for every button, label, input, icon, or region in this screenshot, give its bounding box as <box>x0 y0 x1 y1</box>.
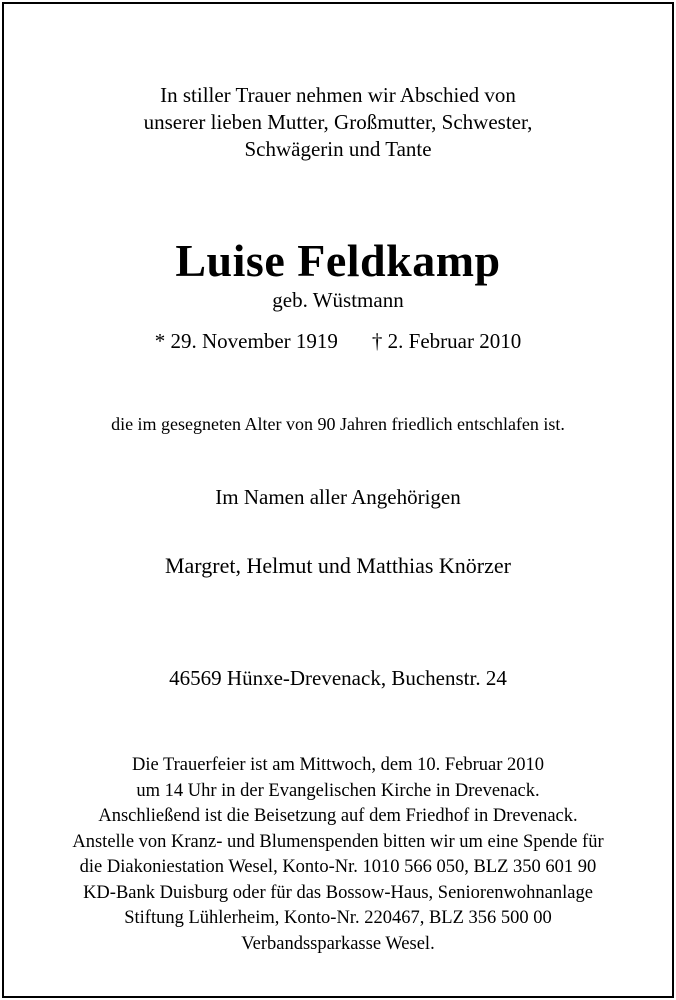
birth-date: * 29. November 1919 <box>154 329 338 353</box>
funeral-info-line: Anschließend ist die Beisetzung auf dem Friedhof in Drevenack. <box>98 806 578 826</box>
intro-line: unserer lieben Mutter, Großmutter, Schwester, <box>143 110 533 134</box>
intro-line: In stiller Trauer nehmen wir Abschied von <box>160 83 516 107</box>
life-dates <box>4 329 672 354</box>
funeral-info-line: Die Trauerfeier ist am Mittwoch, dem 10. Februar 2010 <box>131 755 545 775</box>
funeral-info-line: KD-Bank Duisburg oder für das Bossow-Haus, Seniorenwohnanlage <box>83 882 593 903</box>
obituary-notice <box>2 2 674 998</box>
funeral-info-line: um 14 Uhr in der Evangelischen Kirche in Drevenack. <box>136 780 540 801</box>
funeral-info-line: Anstelle von Kranz- und Blumenspenden bitten wir um eine Spende für <box>72 831 604 852</box>
funeral-info-line: Stiftung Lühlerheim, Konto-Nr. 220467, BLZ 356 500 00 <box>124 908 552 928</box>
deceased-name: Luise Feldkamp <box>175 235 501 286</box>
on-behalf-text: Im Namen aller Angehörigen <box>215 485 461 509</box>
death-date: † 2. Februar 2010 <box>371 329 522 353</box>
maiden-name: geb. Wüstmann <box>272 288 404 312</box>
family-names: Margret, Helmut und Matthias Knörzer <box>164 553 511 578</box>
funeral-info <box>4 753 672 957</box>
family-address: 46569 Hünxe-Drevenack, Buchenstr. 24 <box>169 666 507 690</box>
passing-note: die im gesegneten Alter von 90 Jahren friedlich entschlafen ist. <box>111 414 565 434</box>
intro-line: Schwägerin und Tante <box>244 137 432 161</box>
intro-text <box>4 82 672 163</box>
funeral-info-line: Verbandssparkasse Wesel. <box>241 933 435 954</box>
funeral-info-line: die Diakoniestation Wesel, Konto-Nr. 1010 566 050, BLZ 350 601 90 <box>79 857 597 877</box>
